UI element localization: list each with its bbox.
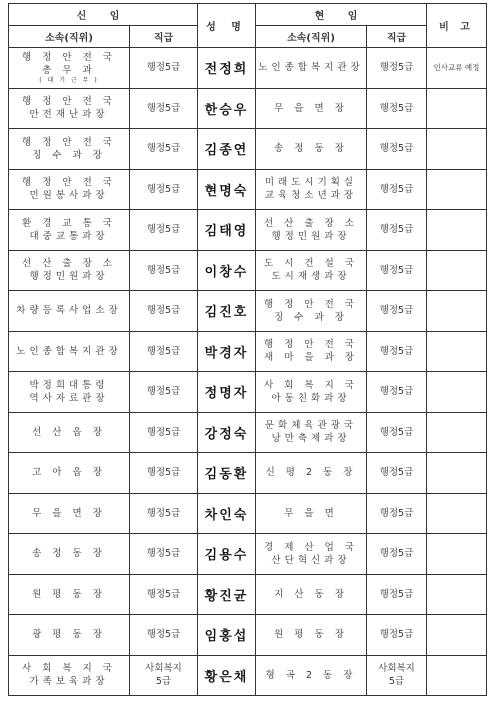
new-grade-line: 행정5급 (146, 345, 181, 357)
person-name: 김동환 (198, 453, 256, 494)
current-affiliation-cell (256, 615, 367, 656)
current-grade-cell (367, 574, 427, 615)
current-affiliation-line: 새 마 을 과 장 (264, 352, 358, 364)
new-affiliation-cell (9, 453, 130, 494)
new-affiliation-line: 선 산 출 장 소 (22, 258, 116, 270)
current-affiliation-line: 문화체육관광국 (264, 420, 358, 432)
new-grade-line: 사회복지 (145, 663, 182, 675)
table-row (9, 615, 487, 656)
current-affiliation-cell (256, 48, 367, 89)
current-affiliation-cell (256, 88, 367, 129)
table-row (9, 453, 487, 494)
person-name: 이창수 (198, 250, 256, 291)
person-name: 김용수 (198, 534, 256, 575)
new-grade-line: 행정5급 (146, 467, 181, 479)
current-affiliation-line: 지 산 동 장 (274, 588, 348, 600)
current-affiliation-cell (256, 250, 367, 291)
new-grade-cell (130, 291, 198, 332)
new-grade-line: 행정5급 (146, 426, 181, 438)
person-name: 정명자 (198, 372, 256, 413)
current-grade-cell (367, 169, 427, 210)
remark-cell (427, 291, 487, 332)
new-affiliation-cell (9, 331, 130, 372)
table-row (9, 250, 487, 291)
new-grade-cell (130, 574, 198, 615)
new-grade-cell (130, 48, 198, 89)
current-affiliation-cell (256, 453, 367, 494)
new-grade-line: 행정5급 (146, 183, 181, 195)
name-header: 성 명 (198, 4, 256, 48)
new-grade-cell (130, 331, 198, 372)
current-affiliation-line: 신 평 2 동 장 (265, 467, 357, 479)
personnel-table (8, 3, 487, 696)
new-affiliation-line: 안전재난과장 (29, 109, 109, 121)
new-grade-line: 5급 (155, 676, 172, 688)
new-affiliation-line: 무 을 면 장 (32, 507, 106, 519)
current-affiliation-cell (256, 169, 367, 210)
current-affiliation-cell (256, 412, 367, 453)
new-affiliation-line: 역사자료관장 (29, 392, 109, 404)
new-grade-line: 행정5급 (146, 548, 181, 560)
new-grade-line: 행정5급 (146, 629, 181, 641)
current-affiliation-cell (256, 291, 367, 332)
person-name: 전정희 (198, 48, 256, 89)
current-affiliation-line: 아동친화과장 (271, 392, 351, 404)
current-affiliation-cell (256, 534, 367, 575)
current-grade-cell (367, 250, 427, 291)
person-name: 김종연 (198, 129, 256, 170)
current-grade-line: 행정5급 (379, 629, 414, 641)
person-name: 현명숙 (198, 169, 256, 210)
person-name: 황진균 (198, 574, 256, 615)
remark-cell (427, 331, 487, 372)
new-grade-cell (130, 88, 198, 129)
current-grade-line: 행정5급 (379, 426, 414, 438)
new-affiliation-line: 총 무 과 (42, 64, 96, 76)
new-affiliation-cell (9, 574, 130, 615)
new-grade-line: 행정5급 (146, 305, 181, 317)
new-post-header: 신 임 (9, 4, 198, 26)
remark-cell (427, 574, 487, 615)
current-grade-cell (367, 412, 427, 453)
new-grade-line: 행정5급 (146, 507, 181, 519)
current-affiliation-line: 행 정 안 전 국 (264, 339, 358, 351)
current-affiliation-line: 사 회 복 지 국 (264, 379, 358, 391)
current-grade-line: 행정5급 (379, 588, 414, 600)
new-affiliation-cell (9, 291, 130, 332)
new-grade-line: 행정5급 (146, 102, 181, 114)
new-affiliation-line: 노인종합복지관장 (16, 345, 122, 357)
current-grade-cell (367, 129, 427, 170)
current-grade-line: 행정5급 (379, 143, 414, 155)
new-affiliation-line: 원 평 동 장 (32, 588, 106, 600)
new-affiliation-cell (9, 210, 130, 251)
current-affiliation-cell (256, 129, 367, 170)
person-name: 차인숙 (198, 493, 256, 534)
new-affiliation-line: 행정민원과장 (29, 271, 109, 283)
current-grade-line: 5급 (388, 676, 405, 688)
current-post-header: 현 임 (256, 4, 427, 26)
new-affiliation-line: 차량등록사업소장 (16, 305, 122, 317)
remarks-header: 비 고 (427, 4, 487, 48)
new-grade-header: 직급 (130, 26, 198, 48)
current-grade-cell (367, 210, 427, 251)
current-grade-cell (367, 372, 427, 413)
new-affiliation-cell (9, 534, 130, 575)
remark-cell (427, 129, 487, 170)
new-affiliation-line: 박정희대통령 (29, 379, 109, 391)
new-affiliation-cell (9, 250, 130, 291)
new-affiliation-line: 징 수 과 장 (32, 149, 106, 161)
current-grade-line: 행정5급 (379, 264, 414, 276)
current-grade-cell (367, 48, 427, 89)
new-affiliation-line: 행 정 안 전 국 (22, 177, 116, 189)
current-affiliation-line: 행 정 안 전 국 (264, 298, 358, 310)
new-affiliation-line: 선 산 읍 장 (32, 426, 106, 438)
person-name: 김태영 (198, 210, 256, 251)
current-grade-cell (367, 655, 427, 696)
new-affiliation-cell (9, 372, 130, 413)
current-affiliation-line: 낭만축제과장 (271, 433, 351, 445)
new-affiliation-cell (9, 655, 130, 696)
new-affiliation-cell (9, 169, 130, 210)
person-name: 강정숙 (198, 412, 256, 453)
current-affiliation-line: 도 시 건 설 국 (264, 258, 358, 270)
table-row (9, 534, 487, 575)
current-affiliation-cell (256, 493, 367, 534)
current-affiliation-line: 행정민원과장 (271, 230, 351, 242)
current-grade-line: 행정5급 (379, 548, 414, 560)
new-grade-cell (130, 210, 198, 251)
person-name: 박경자 (198, 331, 256, 372)
current-grade-line: 행정5급 (379, 386, 414, 398)
table-row (9, 655, 487, 696)
new-grade-cell (130, 412, 198, 453)
new-grade-line: 행정5급 (146, 386, 181, 398)
current-affiliation-line: 무 을 면 (284, 507, 338, 519)
current-affiliation-line: 교육청소년과장 (264, 190, 358, 202)
remark-cell (427, 210, 487, 251)
current-grade-cell (367, 331, 427, 372)
person-name: 한승우 (198, 88, 256, 129)
new-grade-cell (130, 250, 198, 291)
new-affiliation-cell (9, 412, 130, 453)
new-affiliation-header: 소속(직위) (9, 26, 130, 48)
person-name: 임홍섭 (198, 615, 256, 656)
new-affiliation-line: 행 정 안 전 국 (22, 136, 116, 148)
current-affiliation-line: 미래도시기획실 (264, 177, 358, 189)
table-row (9, 412, 487, 453)
new-grade-cell (130, 129, 198, 170)
current-affiliation-line: 원 평 동 장 (274, 629, 348, 641)
remark-cell (427, 534, 487, 575)
new-affiliation-line: 민원봉사과장 (29, 190, 109, 202)
new-grade-cell (130, 372, 198, 413)
remark-cell (427, 250, 487, 291)
current-affiliation-line: 형 곡 2 동 장 (265, 669, 357, 681)
current-affiliation-line: 송 정 동 장 (274, 143, 348, 155)
current-grade-line: 행정5급 (379, 305, 414, 317)
new-affiliation-line: 고 아 읍 장 (32, 467, 106, 479)
remark-cell (427, 372, 487, 413)
current-grade-line: 행정5급 (379, 467, 414, 479)
table-row (9, 88, 487, 129)
current-grade-line: 행정5급 (379, 62, 414, 74)
current-grade-cell (367, 453, 427, 494)
current-grade-line: 행정5급 (379, 345, 414, 357)
current-affiliation-cell (256, 372, 367, 413)
current-grade-line: 행정5급 (379, 102, 414, 114)
person-name: 황은채 (198, 655, 256, 696)
current-grade-line: 사회복지 (378, 663, 415, 675)
current-grade-cell (367, 534, 427, 575)
standby-note: ( 대 기 근 무 ) (39, 76, 99, 84)
table-row (9, 48, 487, 89)
table-row (9, 372, 487, 413)
new-affiliation-cell (9, 129, 130, 170)
current-grade-line: 행정5급 (379, 224, 414, 236)
new-affiliation-line: 가족보육과장 (29, 676, 109, 688)
current-affiliation-cell (256, 331, 367, 372)
current-affiliation-line: 선 산 출 장 소 (264, 217, 358, 229)
new-affiliation-line: 행 정 안 전 국 (22, 96, 116, 108)
new-affiliation-line: 사 회 복 지 국 (22, 663, 116, 675)
new-affiliation-line: 송 정 동 장 (32, 548, 106, 560)
new-affiliation-line: 대중교통과장 (29, 230, 109, 242)
table-row (9, 210, 487, 251)
current-grade-line: 행정5급 (379, 507, 414, 519)
remark-cell (427, 655, 487, 696)
new-grade-line: 행정5급 (146, 588, 181, 600)
new-grade-line: 행정5급 (146, 143, 181, 155)
current-affiliation-line: 산단혁신과장 (271, 554, 351, 566)
new-affiliation-line: 환 경 교 통 국 (22, 217, 116, 229)
new-grade-cell (130, 615, 198, 656)
current-affiliation-cell (256, 574, 367, 615)
current-affiliation-line: 노인종합복지관장 (258, 62, 364, 74)
table-row (9, 169, 487, 210)
current-grade-cell (367, 493, 427, 534)
new-affiliation-line: 광 평 동 장 (32, 629, 106, 641)
current-affiliation-cell (256, 210, 367, 251)
remark-cell (427, 88, 487, 129)
remark-cell (427, 169, 487, 210)
new-affiliation-line: 행 정 안 전 국 (22, 51, 116, 63)
remark-cell (427, 493, 487, 534)
current-grade-cell (367, 291, 427, 332)
remark-cell (427, 412, 487, 453)
table-row (9, 493, 487, 534)
new-affiliation-cell (9, 615, 130, 656)
current-affiliation-line: 도시재생과장 (271, 271, 351, 283)
table-row (9, 291, 487, 332)
remark-cell (427, 615, 487, 656)
current-grade-header: 직급 (367, 26, 427, 48)
new-grade-cell (130, 655, 198, 696)
remark-cell (427, 453, 487, 494)
current-affiliation-header: 소속(직위) (256, 26, 367, 48)
new-grade-cell (130, 169, 198, 210)
new-grade-cell (130, 534, 198, 575)
person-name: 김진호 (198, 291, 256, 332)
current-affiliation-line: 징 수 과 장 (274, 311, 348, 323)
new-grade-cell (130, 493, 198, 534)
new-affiliation-cell (9, 493, 130, 534)
new-grade-cell (130, 453, 198, 494)
table-row (9, 331, 487, 372)
current-affiliation-line: 경 제 산 업 국 (264, 541, 358, 553)
table-row (9, 574, 487, 615)
current-grade-line: 행정5급 (379, 183, 414, 195)
new-grade-line: 행정5급 (146, 224, 181, 236)
current-grade-cell (367, 615, 427, 656)
current-grade-cell (367, 88, 427, 129)
remark-cell: 인사교류 예정 (427, 48, 487, 89)
current-affiliation-line: 무 을 면 장 (274, 102, 348, 114)
new-affiliation-cell (9, 88, 130, 129)
new-affiliation-cell (9, 48, 130, 89)
new-grade-line: 행정5급 (146, 62, 181, 74)
current-affiliation-cell (256, 655, 367, 696)
new-grade-line: 행정5급 (146, 264, 181, 276)
table-row (9, 129, 487, 170)
